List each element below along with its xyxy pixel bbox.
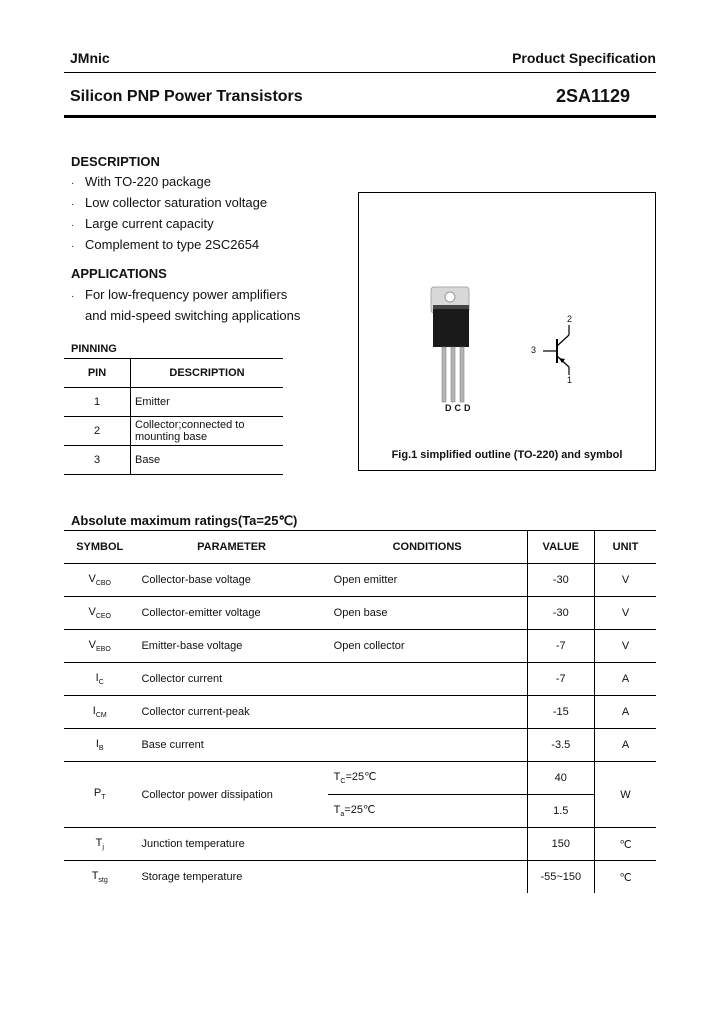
figure-box bbox=[358, 192, 656, 471]
description-title: DESCRIPTION bbox=[71, 154, 160, 169]
rating-parameter: Collector current-peak bbox=[135, 696, 327, 729]
lead-label: D bbox=[445, 403, 455, 413]
rating-condition bbox=[328, 696, 527, 729]
product-line: Silicon PNP Power Transistors bbox=[70, 88, 303, 105]
rating-row bbox=[64, 564, 656, 597]
applications-title: APPLICATIONS bbox=[71, 266, 167, 281]
rating-unit: A bbox=[594, 663, 656, 696]
rating-unit: V bbox=[594, 630, 656, 663]
rating-row bbox=[64, 597, 656, 630]
rating-symbol: $T_{stg}$ bbox=[91, 869, 108, 885]
rating-row bbox=[64, 630, 656, 663]
description-item bbox=[71, 193, 267, 214]
rating-condition: Open collector bbox=[328, 630, 527, 663]
rating-symbol: $P_T$ bbox=[64, 762, 135, 828]
description-item-text: Low collector saturation voltage bbox=[85, 195, 268, 210]
figure-caption: Fig.1 simplified outline (TO-220) and symbol bbox=[391, 449, 623, 461]
rating-condition: $T_a=25℃$ bbox=[328, 795, 527, 828]
symbol-pin-top: 2 bbox=[567, 314, 573, 324]
rating-condition: $T_C=25℃$ bbox=[328, 762, 527, 795]
rating-value: -30 bbox=[527, 597, 594, 630]
description-list bbox=[71, 172, 267, 256]
rating-condition bbox=[328, 861, 527, 894]
rating-value: -30 bbox=[527, 564, 594, 597]
lead-label: C bbox=[454, 403, 464, 413]
pin-description: Base bbox=[131, 446, 284, 475]
header-rule bbox=[64, 72, 656, 73]
rating-value: 150 bbox=[527, 828, 594, 861]
bullet-icon: · bbox=[71, 241, 75, 252]
applications-line: For low-frequency power amplifiers bbox=[85, 287, 288, 302]
rating-value: -15 bbox=[527, 696, 594, 729]
pin-row bbox=[64, 388, 283, 417]
rating-symbol: $I_C$ bbox=[64, 663, 135, 696]
applications-line: and mid-speed switching applications bbox=[85, 308, 301, 323]
rating-parameter: Emitter-base voltage bbox=[135, 630, 327, 663]
title-rule bbox=[64, 115, 656, 118]
pin-column-header: PIN bbox=[64, 359, 131, 388]
rating-parameter: Collector-base voltage bbox=[135, 564, 327, 597]
bullet-icon: · bbox=[71, 178, 75, 189]
rating-value: -55~150 bbox=[527, 861, 594, 894]
bullet-icon: · bbox=[71, 220, 75, 231]
unit-column-header: UNIT bbox=[594, 531, 656, 564]
rating-row bbox=[64, 762, 656, 795]
symbol-pin-bottom: 1 bbox=[567, 375, 573, 385]
rating-parameter: Storage temperature bbox=[141, 871, 243, 883]
rating-parameter: Collector power dissipation bbox=[135, 762, 327, 828]
lead-label: D bbox=[464, 403, 474, 413]
pin-description: Emitter bbox=[131, 388, 284, 417]
description-item-text: Large current capacity bbox=[85, 216, 214, 231]
rating-row bbox=[64, 861, 656, 894]
rating-condition: Open base bbox=[328, 597, 527, 630]
pinning-title: PINNING bbox=[71, 343, 117, 355]
pin-row bbox=[64, 417, 283, 446]
rating-unit: V bbox=[594, 564, 656, 597]
rating-symbol: $I_{CM}$ bbox=[64, 696, 135, 729]
rating-unit: ℃ bbox=[594, 828, 656, 861]
description-item bbox=[71, 235, 267, 256]
description-item bbox=[71, 172, 267, 193]
rating-row bbox=[64, 729, 656, 762]
pin-number: 2 bbox=[64, 417, 131, 446]
part-number: 2SA1129 bbox=[556, 86, 631, 106]
rating-unit: W bbox=[594, 762, 656, 828]
rating-condition bbox=[328, 729, 527, 762]
rating-unit: ℃ bbox=[619, 871, 632, 884]
rating-symbol: $V_{CBO}$ bbox=[64, 564, 135, 597]
description-item-text: With TO-220 package bbox=[85, 174, 211, 189]
conditions-column-header: CONDITIONS bbox=[328, 531, 527, 564]
rating-condition bbox=[328, 828, 527, 861]
pinning-table bbox=[64, 359, 283, 475]
rating-condition bbox=[328, 663, 527, 696]
rating-row bbox=[64, 828, 656, 861]
rating-value: -3.5 bbox=[527, 729, 594, 762]
rating-symbol: $V_{CEO}$ bbox=[64, 597, 135, 630]
pinning-header-row bbox=[64, 359, 283, 388]
pin-number: 1 bbox=[64, 388, 131, 417]
ratings-header-row bbox=[64, 531, 656, 564]
document-type: Product Specification bbox=[512, 50, 656, 66]
ratings-table bbox=[64, 530, 656, 893]
rating-symbol: $I_B$ bbox=[64, 729, 135, 762]
pin-row bbox=[64, 446, 283, 475]
ratings-title: Absolute maximum ratings(Ta=25℃) bbox=[71, 513, 298, 528]
rating-parameter: Collector current bbox=[135, 663, 327, 696]
bullet-icon: · bbox=[71, 199, 75, 210]
rating-symbol: $V_{EBO}$ bbox=[64, 630, 135, 663]
rating-parameter: Base current bbox=[135, 729, 327, 762]
bullet-icon: · bbox=[71, 291, 75, 302]
rating-unit: A bbox=[594, 729, 656, 762]
description-item bbox=[71, 214, 267, 235]
rating-value: -7 bbox=[527, 630, 594, 663]
rating-value: 1.5 bbox=[527, 795, 594, 828]
description-item-text: Complement to type 2SC2654 bbox=[85, 237, 260, 252]
rating-parameter: Junction temperature bbox=[135, 828, 327, 861]
lead-labels bbox=[445, 403, 474, 413]
brand-name: JMnic bbox=[70, 50, 110, 66]
value-column-header: VALUE bbox=[527, 531, 594, 564]
to220-package-image bbox=[359, 193, 655, 443]
rating-row bbox=[64, 696, 656, 729]
rating-value: -7 bbox=[527, 663, 594, 696]
rating-parameter: Collector-emitter voltage bbox=[135, 597, 327, 630]
rating-unit: V bbox=[594, 597, 656, 630]
pin-number: 3 bbox=[64, 446, 131, 475]
parameter-column-header: PARAMETER bbox=[135, 531, 327, 564]
symbol-pin-left: 3 bbox=[531, 345, 537, 355]
applications-item bbox=[71, 285, 300, 306]
description-column-header: DESCRIPTION bbox=[131, 359, 284, 388]
rating-condition: Open emitter bbox=[328, 564, 527, 597]
symbol-column-header: SYMBOL bbox=[64, 531, 135, 564]
pin-description: Collector;connected to mounting base bbox=[131, 417, 284, 446]
applications-list bbox=[71, 285, 300, 325]
rating-row bbox=[64, 663, 656, 696]
rating-value: 40 bbox=[527, 762, 594, 795]
rating-unit: A bbox=[594, 696, 656, 729]
rating-symbol: $T_j$ bbox=[64, 828, 135, 861]
